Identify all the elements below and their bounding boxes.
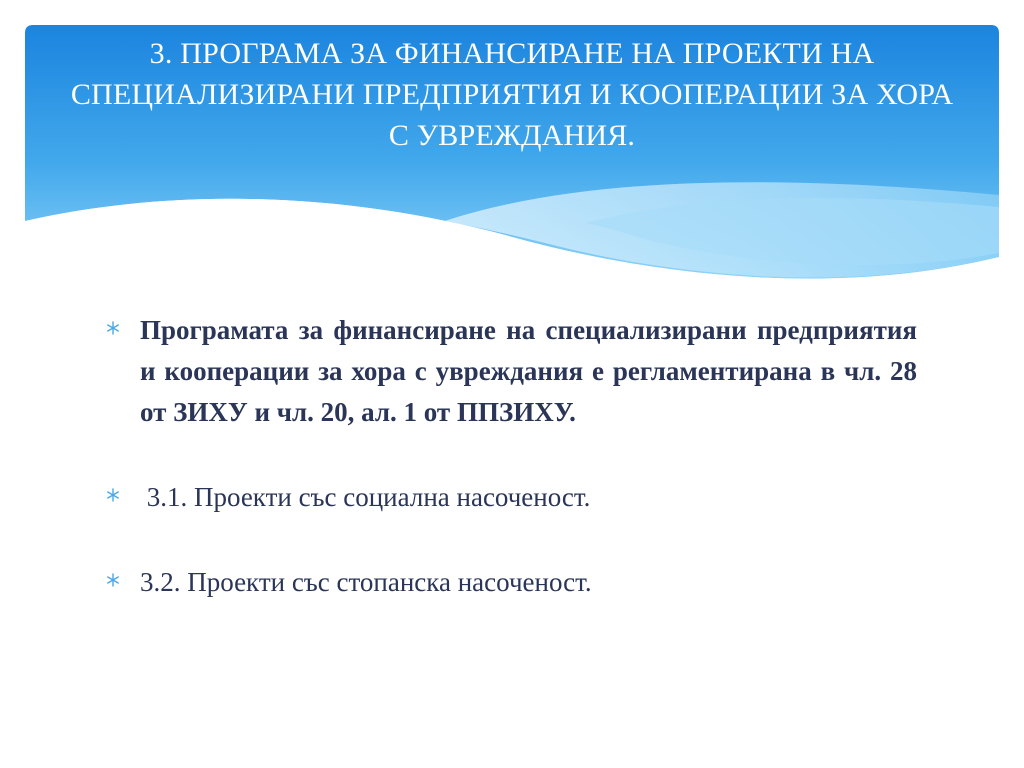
asterisk-bullet-icon	[105, 320, 121, 336]
bullet-list	[105, 310, 917, 603]
bullet-text-1: Програмата за финансиране на специализирани предприятия и кооперации за хора с увреждания е регламентирана в чл. 28 от ЗИХУ и чл. 20, ал. 1 от ППЗИХУ.	[140, 315, 917, 427]
asterisk-bullet-icon	[105, 572, 121, 588]
title-banner	[25, 25, 999, 290]
bullet-text-3: 3.2. Проекти със стопанска насоченост.	[140, 567, 592, 597]
asterisk-bullet-icon	[105, 487, 121, 503]
slide-title: 3. ПРОГРАМА ЗА ФИНАНСИРАНЕ НА ПРОЕКТИ НА СПЕЦИАЛИЗИРАНИ ПРЕДПРИЯТИЯ И КООПЕРАЦИИ ЗА ХОРА С УВРЕЖДАНИЯ.	[70, 37, 954, 152]
bullet-item-3	[105, 562, 917, 603]
bullet-item-2	[105, 477, 917, 518]
bullet-item-1	[105, 310, 917, 433]
bullet-text-2: 3.1. Проекти със социална насоченост.	[140, 482, 591, 512]
